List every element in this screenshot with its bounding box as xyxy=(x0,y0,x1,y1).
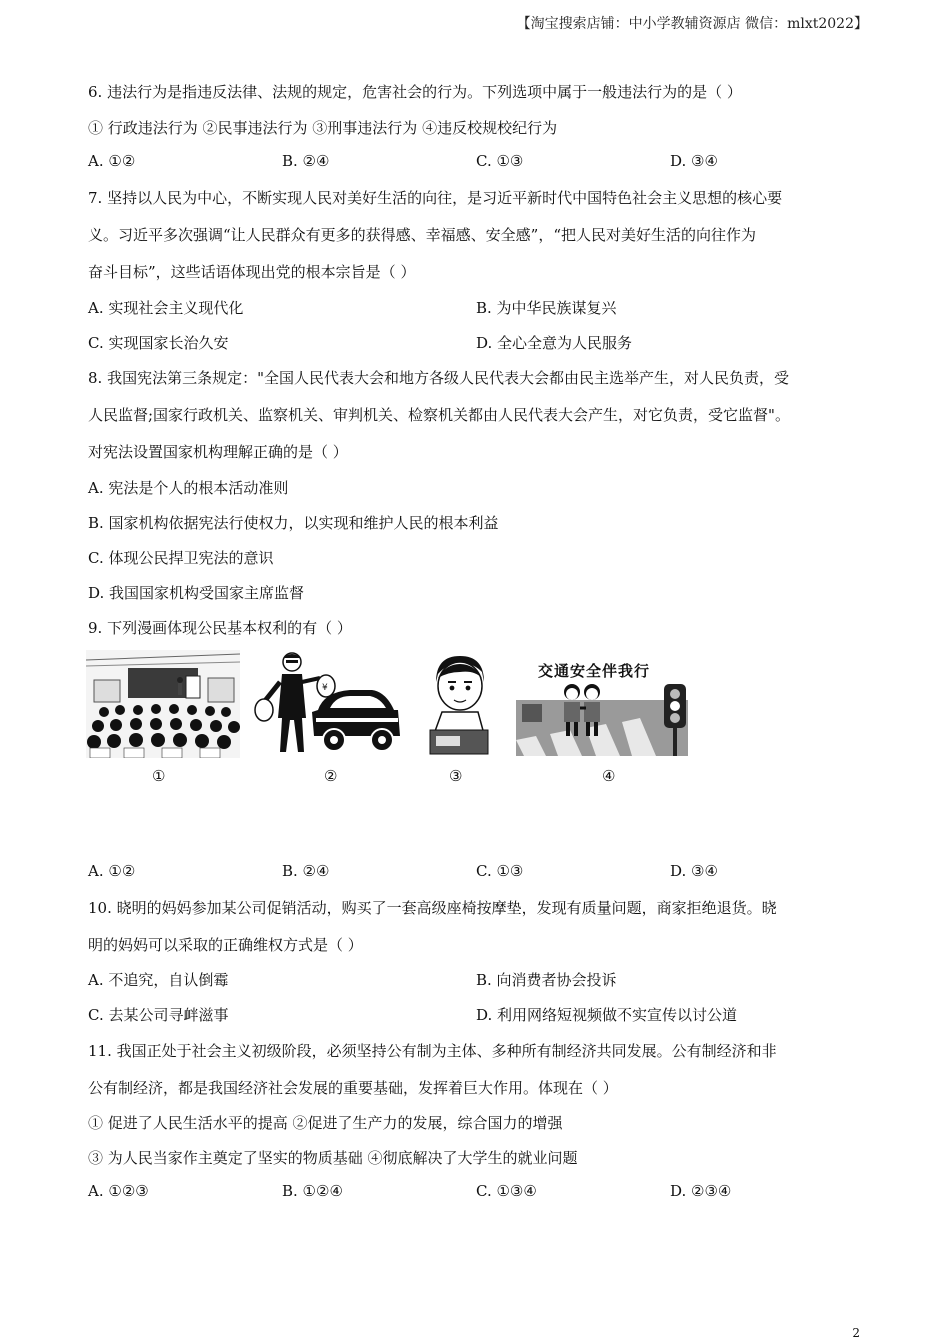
q7-line-2: 义。习近平多次强调“让人民群众有更多的获得感、幸福感、安全感”，“把人民对美好生活的向往作为 xyxy=(88,226,757,244)
q6-option-b: B. ②④ xyxy=(282,152,330,170)
q8-option-c: C. 体现公民捍卫宪法的意识 xyxy=(88,549,274,567)
q11-line-2: 公有制经济，都是我国经济社会发展的重要基础，发挥着巨大作用。体现在（ ） xyxy=(88,1079,618,1097)
q9-pic-label-2: ② xyxy=(324,767,338,785)
q9-option-a: A. ①② xyxy=(88,862,136,880)
q6-option-a: A. ①② xyxy=(88,152,136,170)
q7-option-c: C. 实现国家长治久安 xyxy=(88,334,229,352)
q7-line-1: 7. 坚持以人民为中心，不断实现人民对美好生活的向往，是习近平新时代中国特色社会主义思想的核心要 xyxy=(88,189,783,207)
traffic-safety-cartoon xyxy=(516,648,688,758)
traffic-safety-caption: 交通安全伴我行 xyxy=(538,662,651,680)
q6-option-c: C. ①③ xyxy=(476,152,524,170)
q11-items-2: ③ 为人民当家作主奠定了坚实的物质基础 ④彻底解决了大学生的就业问题 xyxy=(88,1149,578,1167)
q11-items-1: ① 促进了人民生活水平的提高 ②促进了生产力的发展，综合国力的增强 xyxy=(88,1114,563,1132)
q8-line-3: 对宪法设置国家机构理解正确的是（ ） xyxy=(88,443,348,461)
page-number: 2 xyxy=(852,1326,860,1340)
q10-option-a: A. 不追究，自认倒霉 xyxy=(88,971,229,989)
q9-pic-label-4: ④ xyxy=(602,767,616,785)
q7-option-b: B. 为中华民族谋复兴 xyxy=(476,299,617,317)
q10-line-2: 明的妈妈可以采取的正确维权方式是（ ） xyxy=(88,936,363,954)
q11-option-d: D. ②③④ xyxy=(670,1182,732,1200)
svg-text:¥: ¥ xyxy=(322,683,328,693)
car-money-cartoon xyxy=(254,648,404,758)
q7-line-3: 奋斗目标”，这些话语体现出党的根本宗旨是（ ） xyxy=(88,263,416,281)
q9-stem: 9. 下列漫画体现公民基本权利的有（ ） xyxy=(88,619,352,637)
q10-option-b: B. 向消费者协会投诉 xyxy=(476,971,617,989)
q9-pic-label-1: ① xyxy=(152,767,166,785)
q10-option-d: D. 利用网络短视频做不实宣传以讨公道 xyxy=(476,1006,738,1024)
store-header: 【淘宝搜索店铺：中小学教辅资源店 微信：mlxt2022】 xyxy=(516,16,868,32)
q6-option-d: D. ③④ xyxy=(670,152,718,170)
q11-option-c: C. ①③④ xyxy=(476,1182,537,1200)
q7-option-d: D. 全心全意为人民服务 xyxy=(476,334,633,352)
voting-boy-cartoon xyxy=(426,652,492,756)
q9-option-d: D. ③④ xyxy=(670,862,718,880)
q6-items: ① 行政违法行为 ②民事违法行为 ③刑事违法行为 ④违反校规校纪行为 xyxy=(88,119,558,137)
q8-option-b: B. 国家机构依据宪法行使权力，以实现和维护人民的根本利益 xyxy=(88,514,499,532)
q6-stem: 6. 违法行为是指违反法律、法规的规定，危害社会的行为。下列选项中属于一般违法行为的是（ ） xyxy=(88,83,742,101)
q11-option-a: A. ①②③ xyxy=(88,1182,149,1200)
q8-line-1: 8. 我国宪法第三条规定："全国人民代表大会和地方各级人民代表大会都由民主选举产生，对人民负责，受 xyxy=(88,369,789,387)
q11-option-b: B. ①②④ xyxy=(282,1182,343,1200)
q10-option-c: C. 去某公司寻衅滋事 xyxy=(88,1006,229,1024)
q7-option-a: A. 实现社会主义现代化 xyxy=(88,299,244,317)
q9-option-b: B. ②④ xyxy=(282,862,330,880)
q8-line-2: 人民监督;国家行政机关、监察机关、审判机关、检察机关都由人民代表大会产生，对它负责，受它监督"。 xyxy=(88,406,790,424)
q9-option-c: C. ①③ xyxy=(476,862,524,880)
q8-option-a: A. 宪法是个人的根本活动准则 xyxy=(88,479,289,497)
q9-pic-label-3: ③ xyxy=(449,767,463,785)
classroom-cartoon xyxy=(86,650,240,758)
q8-option-d: D. 我国国家机构受国家主席监督 xyxy=(88,584,305,602)
q9-cartoons xyxy=(86,648,696,760)
q10-line-1: 10. 晓明的妈妈参加某公司促销活动，购买了一套高级座椅按摩垫，发现有质量问题，商家拒绝退货。晓 xyxy=(88,899,777,917)
q11-line-1: 11. 我国正处于社会主义初级阶段，必须坚持公有制为主体、多种所有制经济共同发展。公有制经济和非 xyxy=(88,1042,777,1060)
